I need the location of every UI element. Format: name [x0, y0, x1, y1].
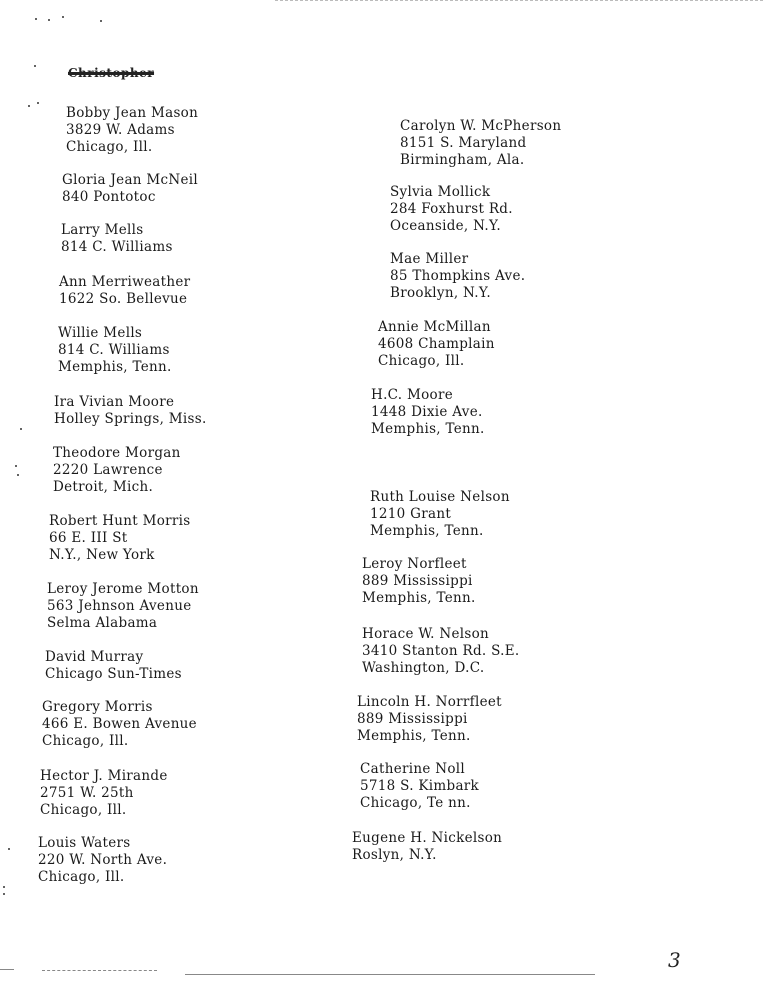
entry-line: Chicago, Ill. [378, 353, 465, 369]
entry-line: Detroit, Mich. [53, 479, 154, 495]
entry-name: David Murray [45, 649, 144, 665]
entry-line: Roslyn, N.Y. [352, 847, 437, 863]
address-entry [42, 699, 197, 750]
entry-name: Ruth Louise Nelson [370, 489, 510, 505]
top-edge-rule [275, 0, 763, 1]
address-entry [40, 768, 168, 819]
entry-line: 889 Mississippi [362, 573, 473, 589]
entry-name: Ira Vivian Moore [54, 394, 175, 410]
bottom-edge-rule [185, 974, 595, 975]
entry-name: Mae Miller [390, 251, 469, 267]
scan-speck [3, 886, 5, 888]
entry-name: Leroy Norfleet [362, 556, 467, 572]
entry-line: 3410 Stanton Rd. S.E. [362, 643, 520, 659]
entry-name: Hector J. Mirande [40, 768, 168, 784]
entry-line: Chicago, Te nn. [360, 795, 471, 811]
entry-line: 1622 So. Bellevue [59, 291, 188, 307]
entry-name: Gloria Jean McNeil [62, 172, 198, 188]
entry-line: 2220 Lawrence [53, 462, 163, 478]
entry-name: Theodore Morgan [53, 445, 181, 461]
address-entry [59, 274, 190, 308]
address-entry [47, 581, 199, 632]
entry-line: 814 C. Williams [58, 342, 170, 358]
entry-name: Annie McMillan [378, 319, 491, 335]
entry-line: Brooklyn, N.Y. [390, 285, 491, 301]
entry-name: Larry Mells [61, 222, 144, 238]
entry-line: Chicago, Ill. [38, 869, 125, 885]
address-entry [49, 513, 190, 564]
address-entry [360, 761, 479, 812]
scan-speck [37, 102, 39, 104]
entry-line: Memphis, Tenn. [357, 728, 471, 744]
address-entry [362, 556, 476, 607]
scan-speck [3, 893, 5, 895]
address-entry [62, 172, 198, 206]
entry-name: Louis Waters [38, 835, 131, 851]
entry-name: Leroy Jerome Motton [47, 581, 199, 597]
address-entry [66, 105, 198, 156]
address-entry [58, 325, 172, 376]
entry-line: N.Y., New York [49, 547, 155, 563]
address-entry [45, 649, 182, 683]
scan-speck [17, 474, 19, 476]
address-entry [54, 394, 207, 428]
scan-speck [20, 428, 22, 430]
entry-line: 1448 Dixie Ave. [371, 404, 483, 420]
address-entry [352, 830, 502, 864]
page-heading: Christopher [68, 66, 155, 80]
entry-name: Bobby Jean Mason [66, 105, 199, 121]
entry-name: Catherine Noll [360, 761, 466, 777]
address-entry [38, 835, 167, 886]
entry-line: 889 Mississippi [357, 711, 468, 727]
entry-line: 840 Pontotoc [62, 189, 156, 205]
address-entry [371, 387, 485, 438]
entry-line: 814 C. Williams [61, 239, 173, 255]
scan-speck [62, 16, 64, 18]
entry-name: Gregory Morris [42, 699, 153, 715]
page-number: 3 [668, 948, 681, 972]
entry-line: Memphis, Tenn. [371, 421, 485, 437]
entry-line: 466 E. Bowen Avenue [42, 716, 197, 732]
entry-line: 66 E. III St [49, 530, 128, 546]
entry-name: Ann Merriweather [59, 274, 191, 290]
entry-line: 220 W. North Ave. [38, 852, 168, 868]
entry-line: 8151 S. Maryland [400, 135, 527, 151]
entry-line: 563 Jehnson Avenue [47, 598, 192, 614]
entry-line: Memphis, Tenn. [58, 359, 172, 375]
address-entry [378, 319, 495, 370]
entry-line: Chicago Sun-Times [45, 666, 182, 682]
scan-speck [100, 20, 102, 22]
entry-line: Washington, D.C. [362, 660, 485, 676]
scan-speck [48, 19, 50, 21]
entry-line: Holley Springs, Miss. [54, 411, 207, 427]
entry-line: Chicago, Ill. [40, 802, 127, 818]
scan-speck [15, 465, 17, 467]
entry-name: Horace W. Nelson [362, 626, 490, 642]
entry-name: Willie Mells [58, 325, 143, 341]
address-entry [362, 626, 520, 677]
entry-name: Eugene H. Nickelson [352, 830, 503, 846]
entry-name: Sylvia Mollick [390, 184, 491, 200]
entry-name: Carolyn W. McPherson [400, 118, 562, 134]
entry-line: 2751 W. 25th [40, 785, 134, 801]
entry-line: Memphis, Tenn. [362, 590, 476, 606]
entry-line: Oceanside, N.Y. [390, 218, 502, 234]
address-entry [390, 251, 525, 302]
entry-line: 284 Foxhurst Rd. [390, 201, 513, 217]
entry-name: H.C. Moore [371, 387, 454, 403]
entry-line: Chicago, Ill. [42, 733, 129, 749]
scan-speck [34, 65, 36, 67]
scan-speck [8, 848, 10, 850]
entry-line: Memphis, Tenn. [370, 523, 484, 539]
address-entry [390, 184, 513, 235]
address-entry [357, 694, 502, 745]
scan-speck [28, 105, 30, 107]
entry-line: Birmingham, Ala. [400, 152, 525, 168]
entry-line: 1210 Grant [370, 506, 452, 522]
address-entry [370, 489, 510, 540]
entry-name: Lincoln H. Norrfleet [357, 694, 502, 710]
address-entry [400, 118, 561, 169]
address-entry [53, 445, 181, 496]
entry-name: Robert Hunt Morris [49, 513, 191, 529]
entry-line: 4608 Champlain [378, 336, 495, 352]
entry-line: 3829 W. Adams [66, 122, 175, 138]
entry-line: Selma Alabama [47, 615, 158, 631]
bottom-edge-rule [42, 970, 157, 971]
entry-line: 5718 S. Kimbark [360, 778, 480, 794]
entry-line: Chicago, Ill. [66, 139, 153, 155]
bottom-edge-rule [0, 969, 14, 970]
address-entry [61, 222, 173, 256]
scan-speck [35, 18, 37, 20]
entry-line: 85 Thompkins Ave. [390, 268, 526, 284]
